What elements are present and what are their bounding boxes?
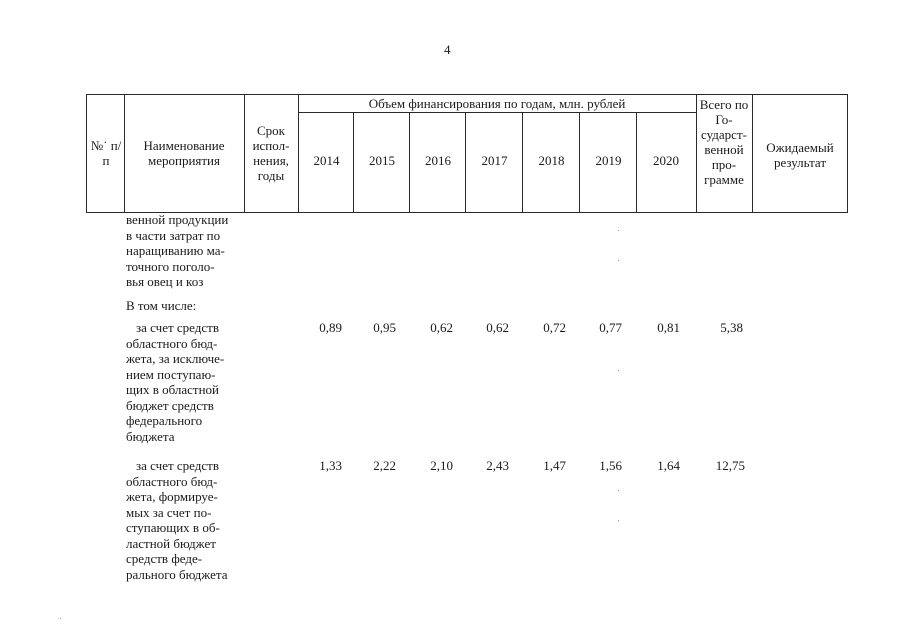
scan-speck: [618, 370, 619, 371]
header-year-2016: 2016: [425, 153, 451, 168]
row-3-line: жета, формируе-: [126, 489, 218, 504]
row-2-total: 5,38: [720, 320, 743, 335]
row-2-line: щих в областной: [126, 382, 220, 397]
row-0-line: наращиванию ма-: [126, 243, 225, 258]
row-3-value-2020: 1,64: [657, 458, 680, 473]
row-0-line: точного поголо-: [126, 258, 215, 274]
row-3-value-2019: 1,56: [599, 458, 622, 473]
row-3-line: ступающих в об-: [126, 520, 220, 535]
page-number: 4: [444, 42, 451, 57]
header-year-2019: 2019: [595, 153, 622, 168]
row-3-value-2014: 1,33: [319, 458, 342, 473]
row-2-line: областного бюд-: [126, 335, 218, 351]
row-2-value-2015: 0,95: [373, 320, 396, 335]
header-year-2015: 2015: [369, 153, 395, 168]
header-year-2018: 2018: [538, 153, 565, 168]
row-3-line: рального бюджета: [126, 566, 228, 582]
header-year-2020: 2020: [653, 153, 679, 168]
row-0-name: [126, 212, 247, 290]
scan-speck: [618, 490, 619, 491]
header-year-2017: 2017: [481, 153, 508, 168]
row-2-value-2014: 0,89: [319, 320, 342, 335]
row-3-line: за счет средств: [136, 458, 219, 473]
header-total: Всего по Го- сударст- венной про- грамме: [699, 97, 749, 187]
header-funding: Объем финансирования по годам, млн. рублей: [368, 96, 626, 111]
row-1-line: В том числе:: [126, 298, 197, 313]
scan-speck: [618, 230, 619, 231]
row-2-line: за счет средств: [136, 320, 219, 335]
row-3-value-2017: 2,43: [486, 458, 509, 473]
row-0-line: в части затрат по: [126, 227, 221, 243]
row-3-line: средств феде-: [126, 551, 203, 566]
row-3-value-2016: 2,10: [430, 458, 453, 473]
row-3-total: 12,75: [715, 458, 745, 473]
row-2-line: нием поступаю-: [126, 366, 216, 382]
row-2-line: жета, за исключе-: [126, 351, 225, 366]
row-3-line: ластной бюджет: [126, 535, 216, 551]
row-2-value-2017: 0,62: [486, 320, 509, 335]
row-2-line: бюджет средств: [126, 397, 214, 413]
row-2-line: бюджета: [126, 428, 175, 444]
row-2-value-2016: 0,62: [430, 320, 453, 335]
row-0-line: венной продукции: [126, 212, 229, 227]
row-3-value-2018: 1,47: [543, 458, 566, 473]
row-3-line: областного бюд-: [126, 473, 218, 489]
row-2-line: федерального: [126, 413, 203, 428]
row-0-line: вья овец и коз: [126, 274, 204, 289]
row-3-value-2015: 2,22: [373, 458, 396, 473]
header-result: Ожидаемый результат: [766, 140, 834, 170]
header-year-2014: 2014: [313, 153, 340, 168]
header-name: Наименование мероприятия: [143, 138, 225, 168]
scan-speck: [618, 520, 619, 521]
row-1-name: [126, 298, 196, 314]
scan-speck: [60, 618, 61, 619]
row-3-name: [126, 458, 247, 582]
row-2-value-2018: 0,72: [543, 320, 566, 335]
header-num: №˙ п/п: [90, 138, 122, 168]
row-3-line: мых за счет по-: [126, 504, 212, 520]
row-2-value-2020: 0,81: [657, 320, 680, 335]
row-2-value-2019: 0,77: [599, 320, 622, 335]
header-term: Срок испол- нения, годы: [252, 123, 290, 183]
row-2-name: [126, 320, 247, 444]
scan-speck: [618, 260, 619, 261]
